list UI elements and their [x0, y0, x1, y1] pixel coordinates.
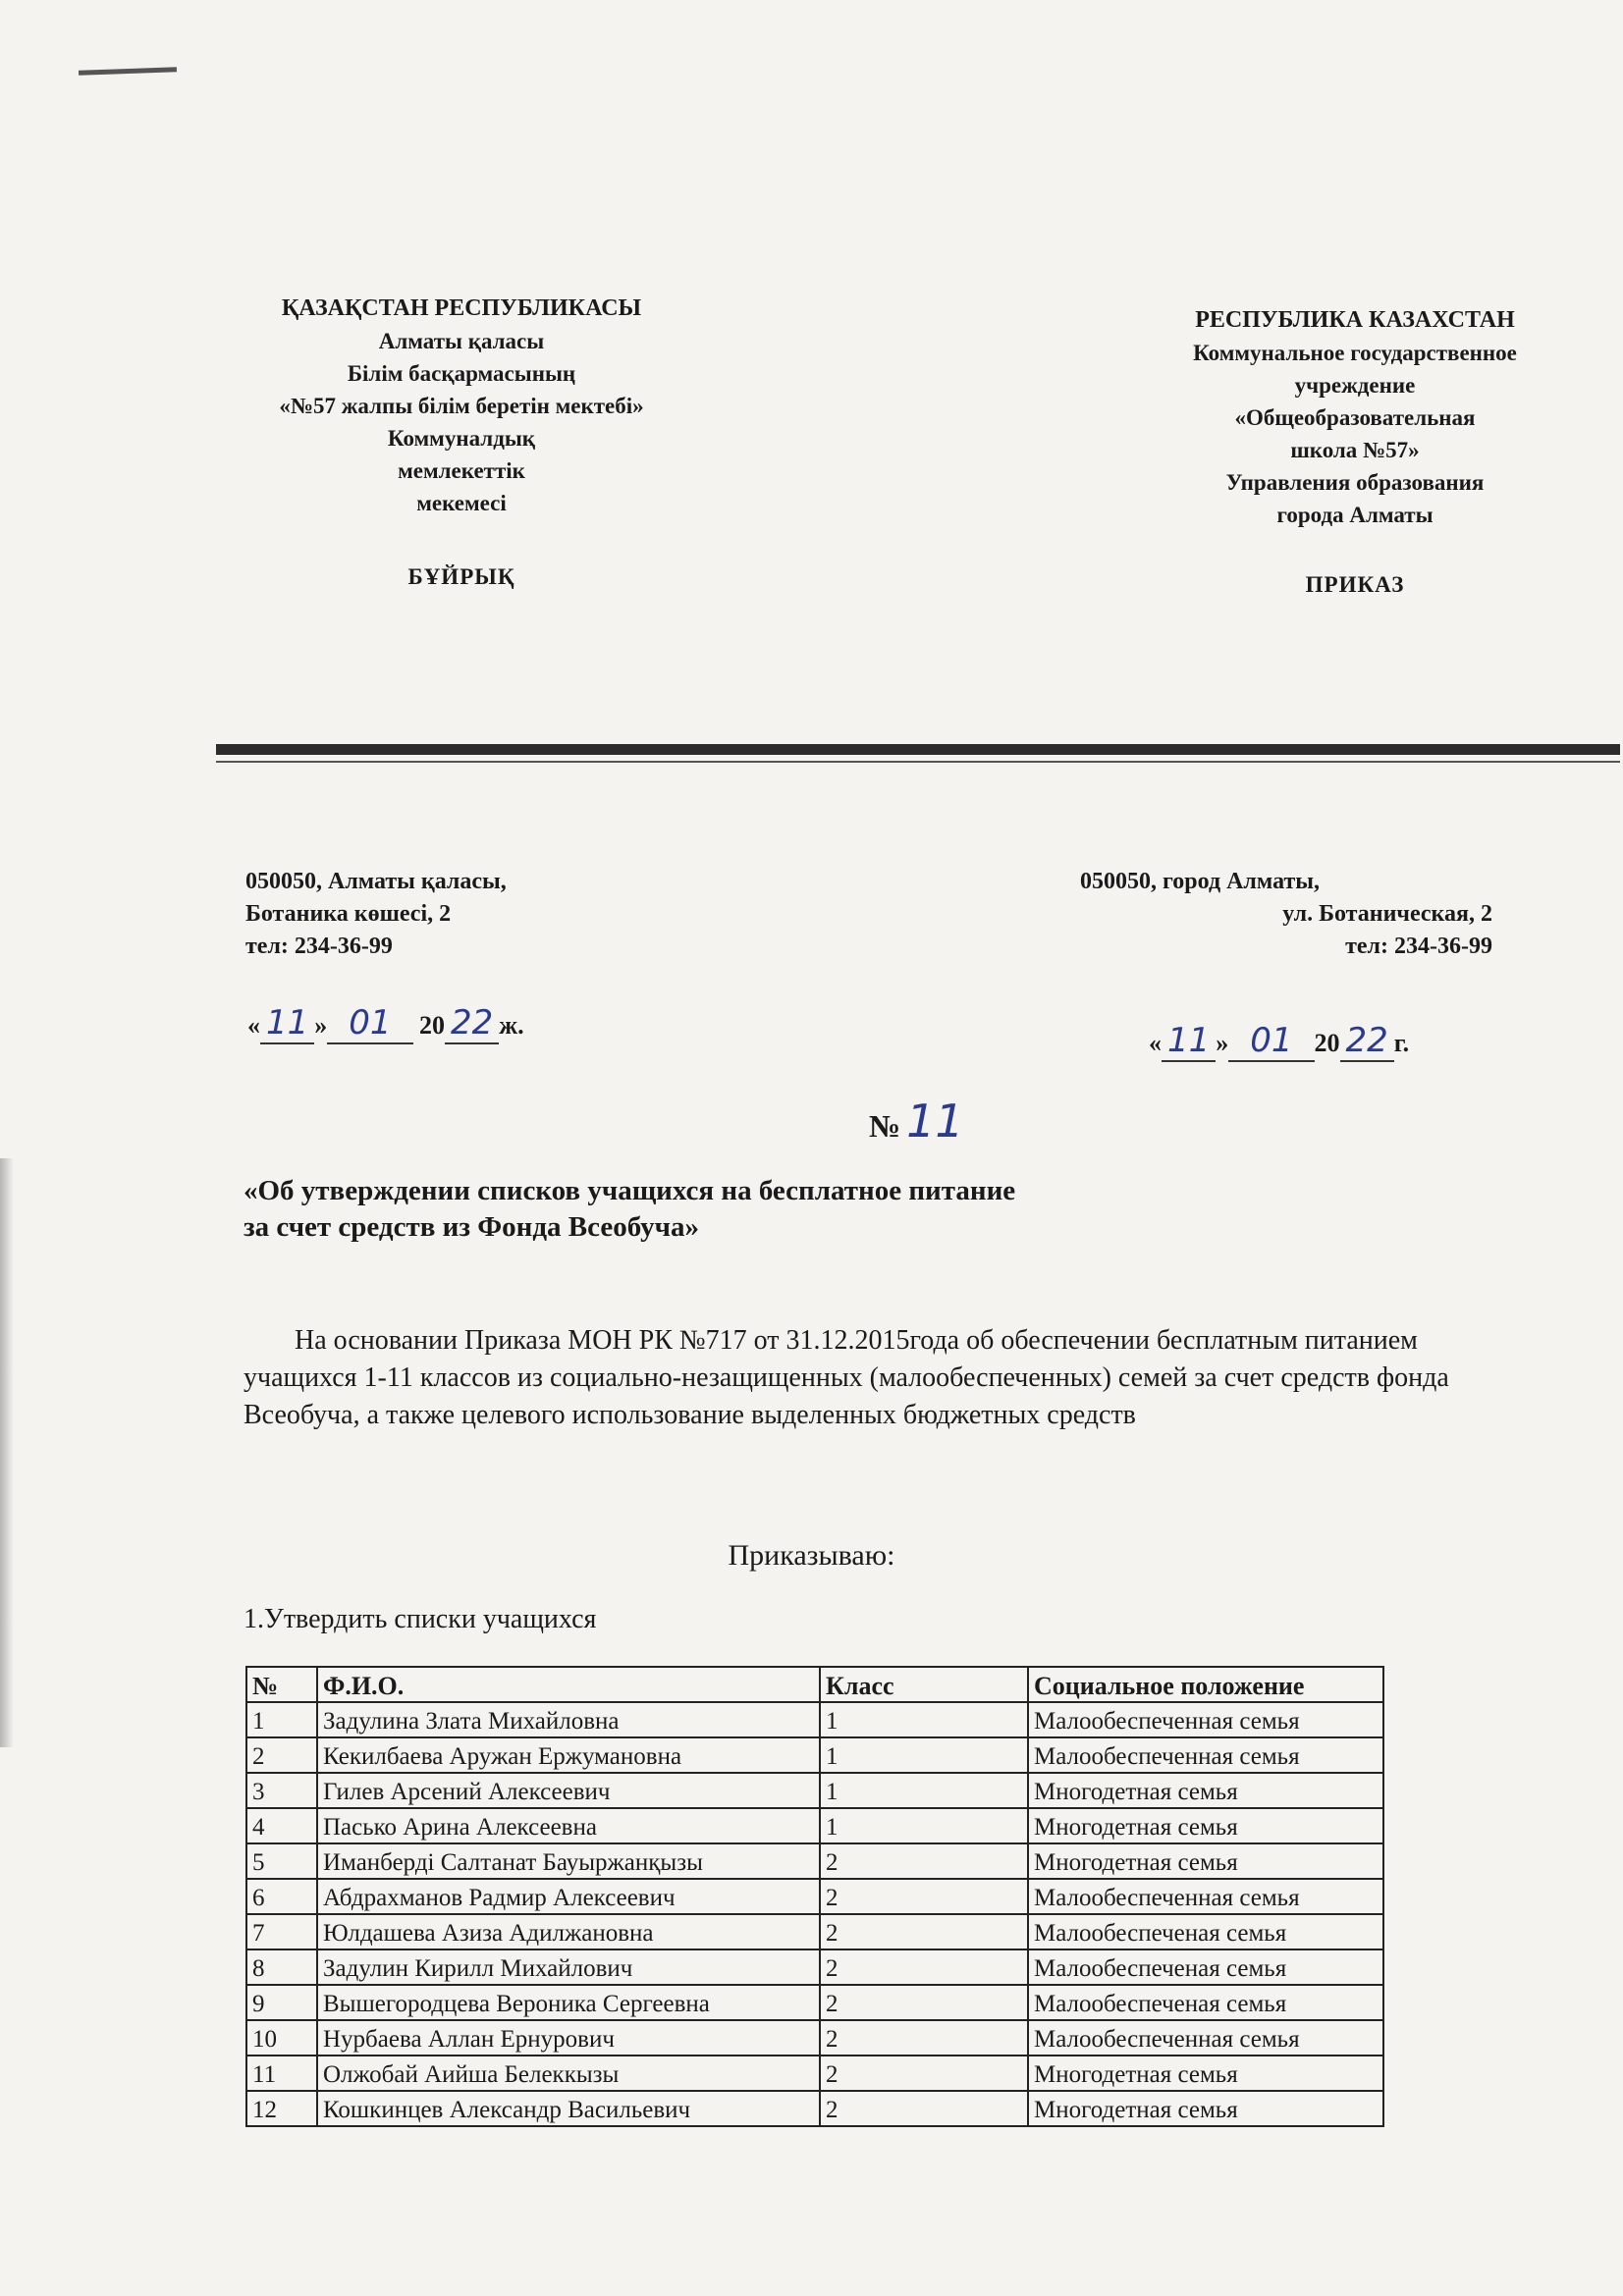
- header-left-line: «№57 жалпы білім беретін мектебі»: [279, 394, 644, 418]
- command-heading: Приказываю:: [728, 1539, 895, 1572]
- cell-name: Вышегородцева Вероника Сергеевна: [317, 1985, 820, 2020]
- cell-class: 2: [820, 2091, 1028, 2126]
- header-right-line: города Алматы: [1276, 503, 1434, 527]
- date-kazakh: « 11 » 01 20 22 ж.: [247, 1003, 524, 1042]
- cell-number: 10: [246, 2020, 317, 2056]
- order-number-label: №: [869, 1108, 901, 1144]
- item-approve-lists: 1.Утвердить списки учащихся: [243, 1604, 597, 1634]
- header-left-line: Коммуналдық: [387, 426, 536, 451]
- address-right-city: 050050, город Алматы,: [1080, 869, 1320, 894]
- scan-edge-shadow: [0, 1158, 14, 1747]
- header-divider-thin: [216, 761, 1620, 763]
- scan-mark: [79, 67, 177, 75]
- date-right-year-suffix: 22: [1340, 1021, 1394, 1062]
- cell-social-status: Малообеспеченная семья: [1028, 2020, 1383, 2056]
- header-right-line: учреждение: [1294, 373, 1416, 398]
- cell-social-status: Малообеспеченная семья: [1028, 1702, 1383, 1737]
- order-subject: [243, 1173, 1015, 1246]
- cell-social-status: Многодетная семья: [1028, 2091, 1383, 2126]
- cell-number: 8: [246, 1949, 317, 1985]
- table-row: [246, 2056, 1383, 2091]
- date-left-day: 11: [260, 1003, 314, 1044]
- students-table: [245, 1666, 1384, 2127]
- order-body: На основании Приказа МОН РК №717 от 31.12.2015года об обеспечении бесплатным питанием учащихся 1-11 классов из социально-незащищенных (малообеспеченных) семей за счет средств фонда Всеобуча, а также целевого использование выделенных бюджетных средств: [243, 1325, 1449, 1430]
- cell-number: 1: [246, 1702, 317, 1737]
- table-row: [246, 1914, 1383, 1949]
- cell-number: 2: [246, 1737, 317, 1773]
- address-left-street: Ботаника көшесі, 2: [245, 901, 452, 927]
- header-right-line: «Общеобразовательная: [1234, 405, 1476, 430]
- date-left-month: 01: [327, 1003, 412, 1044]
- header-left-line: мекемесі: [416, 491, 507, 515]
- cell-name: Нурбаева Аллан Ернурович: [317, 2020, 820, 2056]
- table-header-row: [246, 1667, 1383, 1702]
- cell-name: Олжобай Аийша Белеккызы: [317, 2056, 820, 2091]
- header-right-line: Управления образования: [1225, 470, 1485, 495]
- cell-name: Кошкинцев Александр Васильевич: [317, 2091, 820, 2126]
- cell-social-status: Многодетная семья: [1028, 1808, 1383, 1843]
- table-row: [246, 1702, 1383, 1737]
- column-header-social-status: Социальное положение: [1028, 1667, 1383, 1702]
- cell-name: Кекилбаева Аружан Ержумановна: [317, 1737, 820, 1773]
- cell-social-status: Многодетная семья: [1028, 2056, 1383, 2091]
- address-right-street: ул. Ботаническая, 2: [1282, 901, 1492, 927]
- cell-name: Пасько Арина Алексеевна: [317, 1808, 820, 1843]
- date-right-day: 11: [1162, 1021, 1216, 1062]
- date-right-month: 01: [1228, 1021, 1314, 1062]
- address-right-phone: тел: 234-36-99: [1345, 934, 1492, 959]
- table-row: [246, 1808, 1383, 1843]
- header-left-line: Алматы қаласы: [378, 329, 545, 353]
- date-right-suffix: г.: [1393, 1029, 1410, 1057]
- header-left-country: ҚАЗАҚСТАН РЕСПУБЛИКАСЫ: [281, 295, 642, 321]
- address-kazakh: [245, 866, 507, 963]
- order-word-russian: ПРИКАЗ: [1305, 572, 1405, 597]
- header-left-line: Білім басқармасының: [347, 361, 576, 386]
- date-right-year-prefix: 20: [1314, 1029, 1340, 1057]
- table-row: [246, 1773, 1383, 1808]
- header-divider: [216, 744, 1620, 755]
- cell-class: 2: [820, 1985, 1028, 2020]
- header-russian: [1159, 304, 1551, 601]
- cell-social-status: Малообеспеченная семья: [1028, 1737, 1383, 1773]
- order-number: [869, 1095, 970, 1148]
- column-header-name: Ф.И.О.: [317, 1667, 820, 1702]
- table-row: [246, 1843, 1383, 1879]
- address-left-phone: тел: 234-36-99: [245, 934, 393, 959]
- cell-class: 2: [820, 1843, 1028, 1879]
- cell-number: 4: [246, 1808, 317, 1843]
- column-header-number: №: [246, 1667, 317, 1702]
- cell-name: Задулина Злата Михайловна: [317, 1702, 820, 1737]
- column-header-class: Класс: [820, 1667, 1028, 1702]
- date-left-year-suffix: 22: [445, 1003, 499, 1044]
- date-left-suffix: ж.: [499, 1011, 524, 1040]
- header-right-line: Коммунальное государственное: [1193, 341, 1517, 365]
- table-row: [246, 1879, 1383, 1914]
- cell-class: 1: [820, 1737, 1028, 1773]
- table-row: [246, 1949, 1383, 1985]
- cell-social-status: Многодетная семья: [1028, 1843, 1383, 1879]
- order-number-value: 11: [906, 1095, 964, 1148]
- cell-number: 3: [246, 1773, 317, 1808]
- cell-number: 12: [246, 2091, 317, 2126]
- header-right-line: школа №57»: [1290, 438, 1420, 462]
- date-russian: « 11 » 01 20 22 г.: [1149, 1021, 1410, 1060]
- order-word-kazakh: БҰЙРЫҚ: [407, 564, 515, 589]
- cell-class: 2: [820, 1949, 1028, 1985]
- table-row: [246, 1737, 1383, 1773]
- table-row: [246, 2020, 1383, 2056]
- cell-social-status: Многодетная семья: [1028, 1773, 1383, 1808]
- cell-class: 2: [820, 1879, 1028, 1914]
- cell-name: Абдрахманов Радмир Алексеевич: [317, 1879, 820, 1914]
- cell-name: Юлдашева Азиза Адилжановна: [317, 1914, 820, 1949]
- cell-number: 11: [246, 2056, 317, 2091]
- table-row: [246, 1985, 1383, 2020]
- cell-number: 6: [246, 1879, 317, 1914]
- cell-class: 2: [820, 1914, 1028, 1949]
- cell-name: Иманберді Салтанат Бауыржанқызы: [317, 1843, 820, 1879]
- cell-class: 2: [820, 2056, 1028, 2091]
- cell-class: 1: [820, 1702, 1028, 1737]
- header-right-country: РЕСПУБЛИКА КАЗАХСТАН: [1195, 307, 1515, 333]
- date-left-year-prefix: 20: [419, 1011, 446, 1040]
- table-row: [246, 2091, 1383, 2126]
- header-kazakh: [255, 293, 668, 593]
- subject-line: «Об утверждении списков учащихся на бесплатное питание: [243, 1175, 1016, 1206]
- cell-name: Задулин Кирилл Михайлович: [317, 1949, 820, 1985]
- cell-social-status: Малообеспеченая семья: [1028, 1985, 1383, 2020]
- subject-line: за счет средств из Фонда Всеобуча»: [243, 1211, 699, 1243]
- cell-number: 7: [246, 1914, 317, 1949]
- cell-social-status: Малообеспеченая семья: [1028, 1949, 1383, 1985]
- cell-class: 2: [820, 2020, 1028, 2056]
- cell-name: Гилев Арсений Алексеевич: [317, 1773, 820, 1808]
- cell-number: 5: [246, 1843, 317, 1879]
- cell-social-status: Малообеспеченная семья: [1028, 1879, 1383, 1914]
- cell-number: 9: [246, 1985, 317, 2020]
- address-russian: [1080, 866, 1492, 963]
- cell-class: 1: [820, 1808, 1028, 1843]
- header-left-line: мемлекеттік: [398, 458, 525, 483]
- cell-class: 1: [820, 1773, 1028, 1808]
- cell-social-status: Малообеспеченая семья: [1028, 1914, 1383, 1949]
- address-left-city: 050050, Алматы қаласы,: [245, 869, 507, 894]
